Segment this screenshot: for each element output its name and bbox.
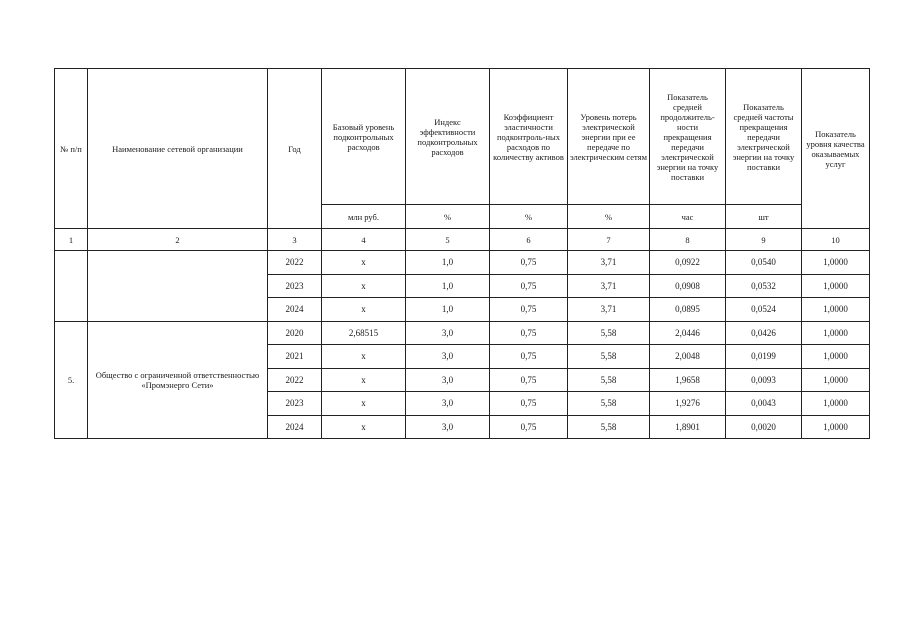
efficiency-cell: 1,0 bbox=[406, 274, 490, 298]
column-number: 8 bbox=[650, 229, 726, 251]
header-quality: Показатель уровня качества оказываемых услуг bbox=[802, 69, 870, 229]
column-numbers-row bbox=[55, 229, 870, 251]
efficiency-cell: 1,0 bbox=[406, 251, 490, 275]
saidi-cell: 2,0446 bbox=[650, 321, 726, 345]
saidi-cell: 1,9276 bbox=[650, 392, 726, 416]
efficiency-cell: 3,0 bbox=[406, 392, 490, 416]
efficiency-cell: 3,0 bbox=[406, 415, 490, 439]
efficiency-cell: 3,0 bbox=[406, 368, 490, 392]
saifi-cell: 0,0043 bbox=[726, 392, 802, 416]
year-cell: 2022 bbox=[268, 368, 322, 392]
efficiency-cell: 1,0 bbox=[406, 298, 490, 322]
loss-cell: 5,58 bbox=[568, 321, 650, 345]
header-saifi: Показатель средней частоты прекращения передачи электрической энергии на точку поставки bbox=[726, 69, 802, 205]
table-row bbox=[55, 321, 870, 345]
year-cell: 2023 bbox=[268, 392, 322, 416]
year-cell: 2022 bbox=[268, 251, 322, 275]
saifi-cell: 0,0199 bbox=[726, 345, 802, 369]
column-number: 10 bbox=[802, 229, 870, 251]
year-cell: 2024 bbox=[268, 298, 322, 322]
org-name-cell: Общество с ограниченной ответственностью «Промэнерго Сети» bbox=[88, 321, 268, 439]
column-number: 3 bbox=[268, 229, 322, 251]
year-cell: 2020 bbox=[268, 321, 322, 345]
quality-cell: 1,0000 bbox=[802, 392, 870, 416]
saidi-cell: 0,0895 bbox=[650, 298, 726, 322]
tariff-parameters-table bbox=[54, 68, 870, 439]
base-cost-cell: x bbox=[322, 392, 406, 416]
loss-cell: 3,71 bbox=[568, 274, 650, 298]
column-number: 1 bbox=[55, 229, 88, 251]
elasticity-cell: 0,75 bbox=[490, 251, 568, 275]
header-year: Год bbox=[268, 69, 322, 229]
saidi-cell: 1,9658 bbox=[650, 368, 726, 392]
header-row bbox=[55, 69, 870, 205]
header-org-name: Наименование сетевой организации bbox=[88, 69, 268, 229]
column-number: 9 bbox=[726, 229, 802, 251]
base-cost-cell: x bbox=[322, 415, 406, 439]
column-number: 4 bbox=[322, 229, 406, 251]
saifi-cell: 0,0426 bbox=[726, 321, 802, 345]
base-cost-cell: x bbox=[322, 368, 406, 392]
base-cost-cell: 2,68515 bbox=[322, 321, 406, 345]
column-number: 5 bbox=[406, 229, 490, 251]
loss-cell: 5,58 bbox=[568, 368, 650, 392]
elasticity-cell: 0,75 bbox=[490, 274, 568, 298]
quality-cell: 1,0000 bbox=[802, 415, 870, 439]
loss-cell: 5,58 bbox=[568, 392, 650, 416]
elasticity-cell: 0,75 bbox=[490, 345, 568, 369]
saidi-cell: 2,0048 bbox=[650, 345, 726, 369]
unit-elasticity: % bbox=[490, 205, 568, 229]
loss-cell: 3,71 bbox=[568, 298, 650, 322]
loss-cell: 3,71 bbox=[568, 251, 650, 275]
header-efficiency-index: Индекс эффективности подконтрольных расходов bbox=[406, 69, 490, 205]
elasticity-cell: 0,75 bbox=[490, 392, 568, 416]
elasticity-cell: 0,75 bbox=[490, 368, 568, 392]
unit-saidi: час bbox=[650, 205, 726, 229]
saidi-cell: 0,0922 bbox=[650, 251, 726, 275]
elasticity-cell: 0,75 bbox=[490, 321, 568, 345]
year-cell: 2023 bbox=[268, 274, 322, 298]
unit-loss-level: % bbox=[568, 205, 650, 229]
efficiency-cell: 3,0 bbox=[406, 345, 490, 369]
year-cell: 2021 bbox=[268, 345, 322, 369]
base-cost-cell: x bbox=[322, 298, 406, 322]
unit-base-cost: млн руб. bbox=[322, 205, 406, 229]
saidi-cell: 0,0908 bbox=[650, 274, 726, 298]
saidi-cell: 1,8901 bbox=[650, 415, 726, 439]
quality-cell: 1,0000 bbox=[802, 321, 870, 345]
column-number: 6 bbox=[490, 229, 568, 251]
row-num-cell bbox=[55, 251, 88, 322]
header-base-cost: Базовый уровень подконтрольных расходов bbox=[322, 69, 406, 205]
quality-cell: 1,0000 bbox=[802, 298, 870, 322]
saifi-cell: 0,0020 bbox=[726, 415, 802, 439]
quality-cell: 1,0000 bbox=[802, 345, 870, 369]
saifi-cell: 0,0532 bbox=[726, 274, 802, 298]
header-saidi: Показатель средней продолжитель-ности прекращения передачи электрической энергии на точку поставки bbox=[650, 69, 726, 205]
table-row bbox=[55, 251, 870, 275]
org-name-cell bbox=[88, 251, 268, 322]
saifi-cell: 0,0524 bbox=[726, 298, 802, 322]
column-number: 2 bbox=[88, 229, 268, 251]
loss-cell: 5,58 bbox=[568, 345, 650, 369]
unit-efficiency-index: % bbox=[406, 205, 490, 229]
quality-cell: 1,0000 bbox=[802, 251, 870, 275]
header-num: № п/п bbox=[55, 69, 88, 229]
base-cost-cell: x bbox=[322, 251, 406, 275]
base-cost-cell: x bbox=[322, 345, 406, 369]
elasticity-cell: 0,75 bbox=[490, 415, 568, 439]
base-cost-cell: x bbox=[322, 274, 406, 298]
elasticity-cell: 0,75 bbox=[490, 298, 568, 322]
header-loss-level: Уровень потерь электрической энергии при ее передаче по электрическим сетям bbox=[568, 69, 650, 205]
unit-saifi: шт bbox=[726, 205, 802, 229]
row-num-cell: 5. bbox=[55, 321, 88, 439]
saifi-cell: 0,0093 bbox=[726, 368, 802, 392]
year-cell: 2024 bbox=[268, 415, 322, 439]
column-number: 7 bbox=[568, 229, 650, 251]
quality-cell: 1,0000 bbox=[802, 368, 870, 392]
saifi-cell: 0,0540 bbox=[726, 251, 802, 275]
header-elasticity: Коэффициент эластичности подконтроль-ных расходов по количеству активов bbox=[490, 69, 568, 205]
efficiency-cell: 3,0 bbox=[406, 321, 490, 345]
quality-cell: 1,0000 bbox=[802, 274, 870, 298]
loss-cell: 5,58 bbox=[568, 415, 650, 439]
